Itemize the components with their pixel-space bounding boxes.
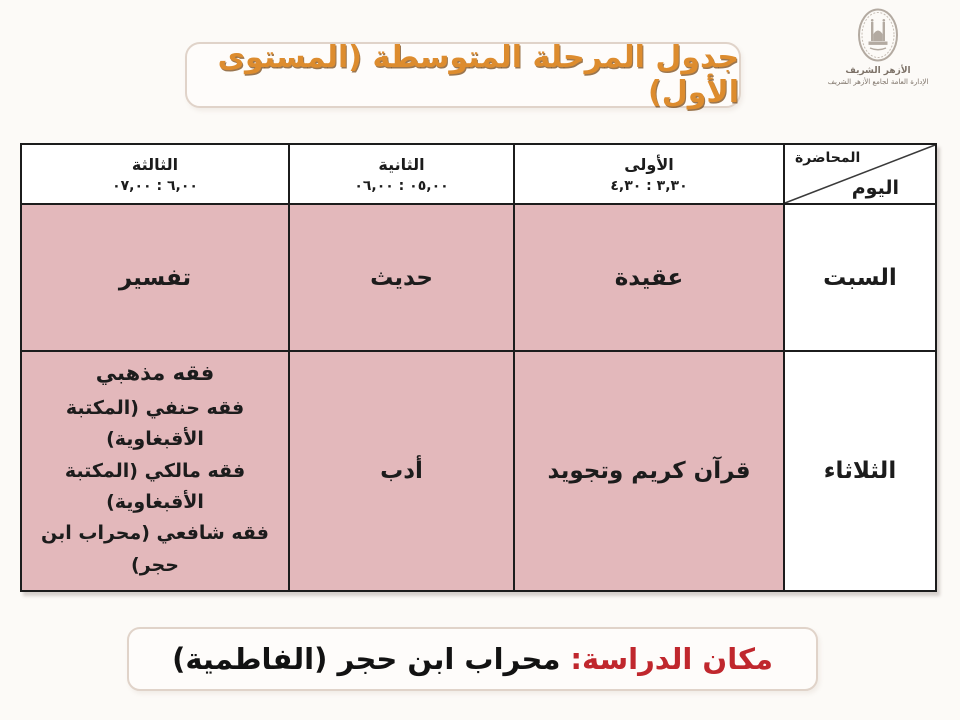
corner-label-lecture: المحاضرة: [795, 150, 861, 166]
period-name: الثانية: [378, 154, 425, 174]
fiqh-line-maliki: فقه مالكي (المكتبة الأقبغاوية): [64, 459, 246, 513]
fiqh-line-shafii: فقه شافعي (محراب ابن حجر): [41, 522, 269, 576]
period-name: الثالثة: [131, 154, 179, 174]
subject-cell-tafsir: تفسير: [21, 204, 289, 351]
period-header-second: [289, 144, 514, 204]
table-row-tuesday: [21, 351, 936, 591]
subject-cell-hadith: حديث: [289, 204, 514, 351]
corner-label-day: اليوم: [851, 177, 899, 199]
al-azhar-emblem-icon: [857, 8, 899, 62]
table-header-row: [21, 144, 936, 204]
period-time: ٣,٣٠ : ٤,٣٠: [610, 177, 688, 194]
subject-cell-adab: أدب: [289, 351, 514, 591]
period-name: الأولى: [624, 154, 674, 174]
period-header-third: [21, 144, 289, 204]
period-time: ٠٥,٠٠ : ٠٦,٠٠: [354, 177, 449, 194]
study-location-label: مكان الدراسة:: [570, 642, 773, 676]
schedule-table: [20, 143, 937, 592]
title-box: [185, 42, 741, 108]
study-location-value: محراب ابن حجر (الفاطمية): [172, 642, 561, 676]
subject-cell-aqeedah: عقيدة: [514, 204, 784, 351]
corner-cell: [784, 144, 936, 204]
day-cell-tuesday: الثلاثاء: [784, 351, 936, 591]
logo-org-name: الأزهر الشريف: [845, 66, 911, 76]
al-azhar-logo: [810, 8, 946, 87]
study-location-box: [127, 627, 818, 691]
subject-cell-quran: قرآن كريم وتجويد: [514, 351, 784, 591]
subject-cell-fiqh: [21, 351, 289, 591]
page-title: جدول المرحلة المتوسطة (المستوى الأول): [217, 40, 739, 110]
fiqh-title: فقه مذهبي: [95, 360, 215, 385]
fiqh-line-hanafi: فقه حنفي (المكتبة الأقبغاوية): [65, 396, 245, 451]
period-time: ٦,٠٠ : ٠٧,٠٠: [112, 177, 198, 194]
logo-org-department: الإدارة العامة لجامع الأزهر الشريف: [827, 77, 929, 86]
table-row-saturday: [21, 204, 936, 351]
day-cell-saturday: السبت: [784, 204, 936, 351]
period-header-first: [514, 144, 784, 204]
